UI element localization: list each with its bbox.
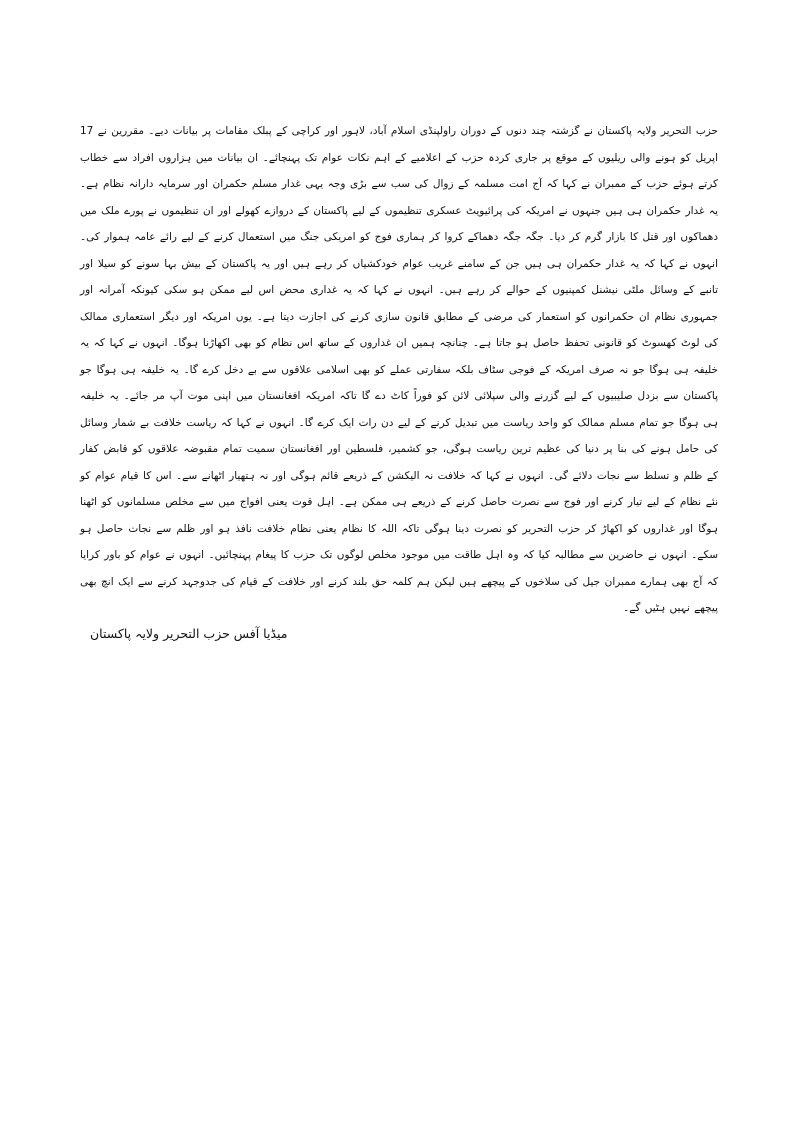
media-office-signature: میڈیا آفس حزب التحریر ولایہ پاکستان bbox=[90, 626, 288, 641]
press-release-body: حزب التحریر ولایہ پاکستان نے گزشتہ چند دنوں کے دوران راولپنڈی اسلام آباد، لاہور اور کراچی کے پبلک مقامات پر بیانات دیے۔ مقررین نے 17 اپریل کو ہونے والی ریلیوں کے موقع پر جاری کردہ حزب کے اعلامیے کے اہم نکات عوام تک پہنچائے۔ ان بیانات میں ہزاروں افراد سے خطاب کرتے ہوئے حزب کے ممبران نے کہا کہ آج امت مسلمہ کے زوال کی سب سے بڑی وجہ یہی غدار مسلم حکمران اور سرمایہ دارانہ نظام ہے۔ یہ غدار حکمران ہی ہیں جنہوں نے امریکہ کی پرائیویٹ عسکری تنظیموں کے لیے پاکستان کے دروازے کھولے اور ان تنظیموں نے پورے ملک میں دھماکوں اور قتل کا بازار گرم کر دیا۔ جگہ جگہ دھماکے کروا کر ہماری فوج کو امریکی جنگ میں استعمال کرنے کے لیے رائے عامہ ہموار کی۔ انہوں نے کہا کہ یہ غدار حکمران ہی ہیں جن کے سامنے غریب عوام خودکشیاں کر رہے ہیں اور یہ پاکستان کے بیش بہا سونے کو سیلا اور تانبے کے وسائل ملٹی نیشنل کمپنیوں کے حوالے کر رہے ہیں۔ انہوں نے کہا کہ یہ غداری محض اس لیے ممکن ہو سکی کیونکہ آمرانہ اور جمہوری نظام ان حکمرانوں کو استعمار کی مرضی کے مطابق قانون سازی کرنے کی اجازت دیتا ہے۔ یوں امریکہ اور دیگر استعماری ممالک کی لوٹ کھسوٹ کو قانونی تحفظ حاصل ہو جاتا ہے۔ چنانچہ ہمیں ان غداروں کے ساتھ اس نظام کو بھی اکھاڑنا ہوگا۔ انہوں نے کہا کہ یہ خلیفہ ہی ہوگا جو نہ صرف امریکہ کے فوجی سٹاف بلکہ سفارتی عملے کو بھی اسلامی علاقوں سے بے دخل کرے گا۔ یہ خلیفہ ہی ہوگا جو پاکستان سے بزدل صلیبیوں کے لیے گزرنے والی سپلائی لائن کو فوراً کاٹ دے گا تاکہ امریکہ افغانستان میں اپنی موت آپ مر جائے۔ یہ خلیفہ ہی ہوگا جو تمام مسلم ممالک کو واحد ریاست میں تبدیل کرنے کے لیے دن رات ایک کرے گا۔ انہوں نے کہا کہ ریاست خلافت بے شمار وسائل کی حامل ہونے کی بنا پر دنیا کی عظیم ترین ریاست ہوگی، جو کشمیر، فلسطین اور افغانستان سمیت تمام مقبوضہ علاقوں کو قابض کفار کے ظلم و تسلط سے نجات دلائے گی۔ انہوں نے کہا کہ خلافت نہ الیکشن کے ذریعے قائم ہوگی اور نہ ہتھیار اٹھانے سے۔ اس کا قیام عوام کو نئے نظام کے لیے تیار کرنے اور فوج سے نصرت حاصل کرنے کے ذریعے ہی ممکن ہے۔ اہل قوت یعنی افواج میں سے مخلص مسلمانوں کو اٹھنا ہوگا اور غداروں کو اکھاڑ کر حزب التحریر کو نصرت دینا ہوگی تاکہ اللہ کا نظام یعنی نظام خلافت نافذ ہو اور ظلم سے نجات حاصل ہو سکے۔ انہوں نے حاضرین سے مطالبہ کیا کہ وہ اہل طاقت میں موجود مخلص لوگوں تک حزب کا پیغام پہنچائیں۔ انہوں نے عوام کو باور کرایا کہ آج بھی ہمارے ممبران جیل کی سلاخوں کے پیچھے ہیں لیکن ہم کلمہ حق بلند کرنے اور خلافت کے قیام کی جدوجہد کرنے سے ایک انچ بھی پیچھے نہیں ہٹیں گے۔ bbox=[80, 125, 718, 614]
